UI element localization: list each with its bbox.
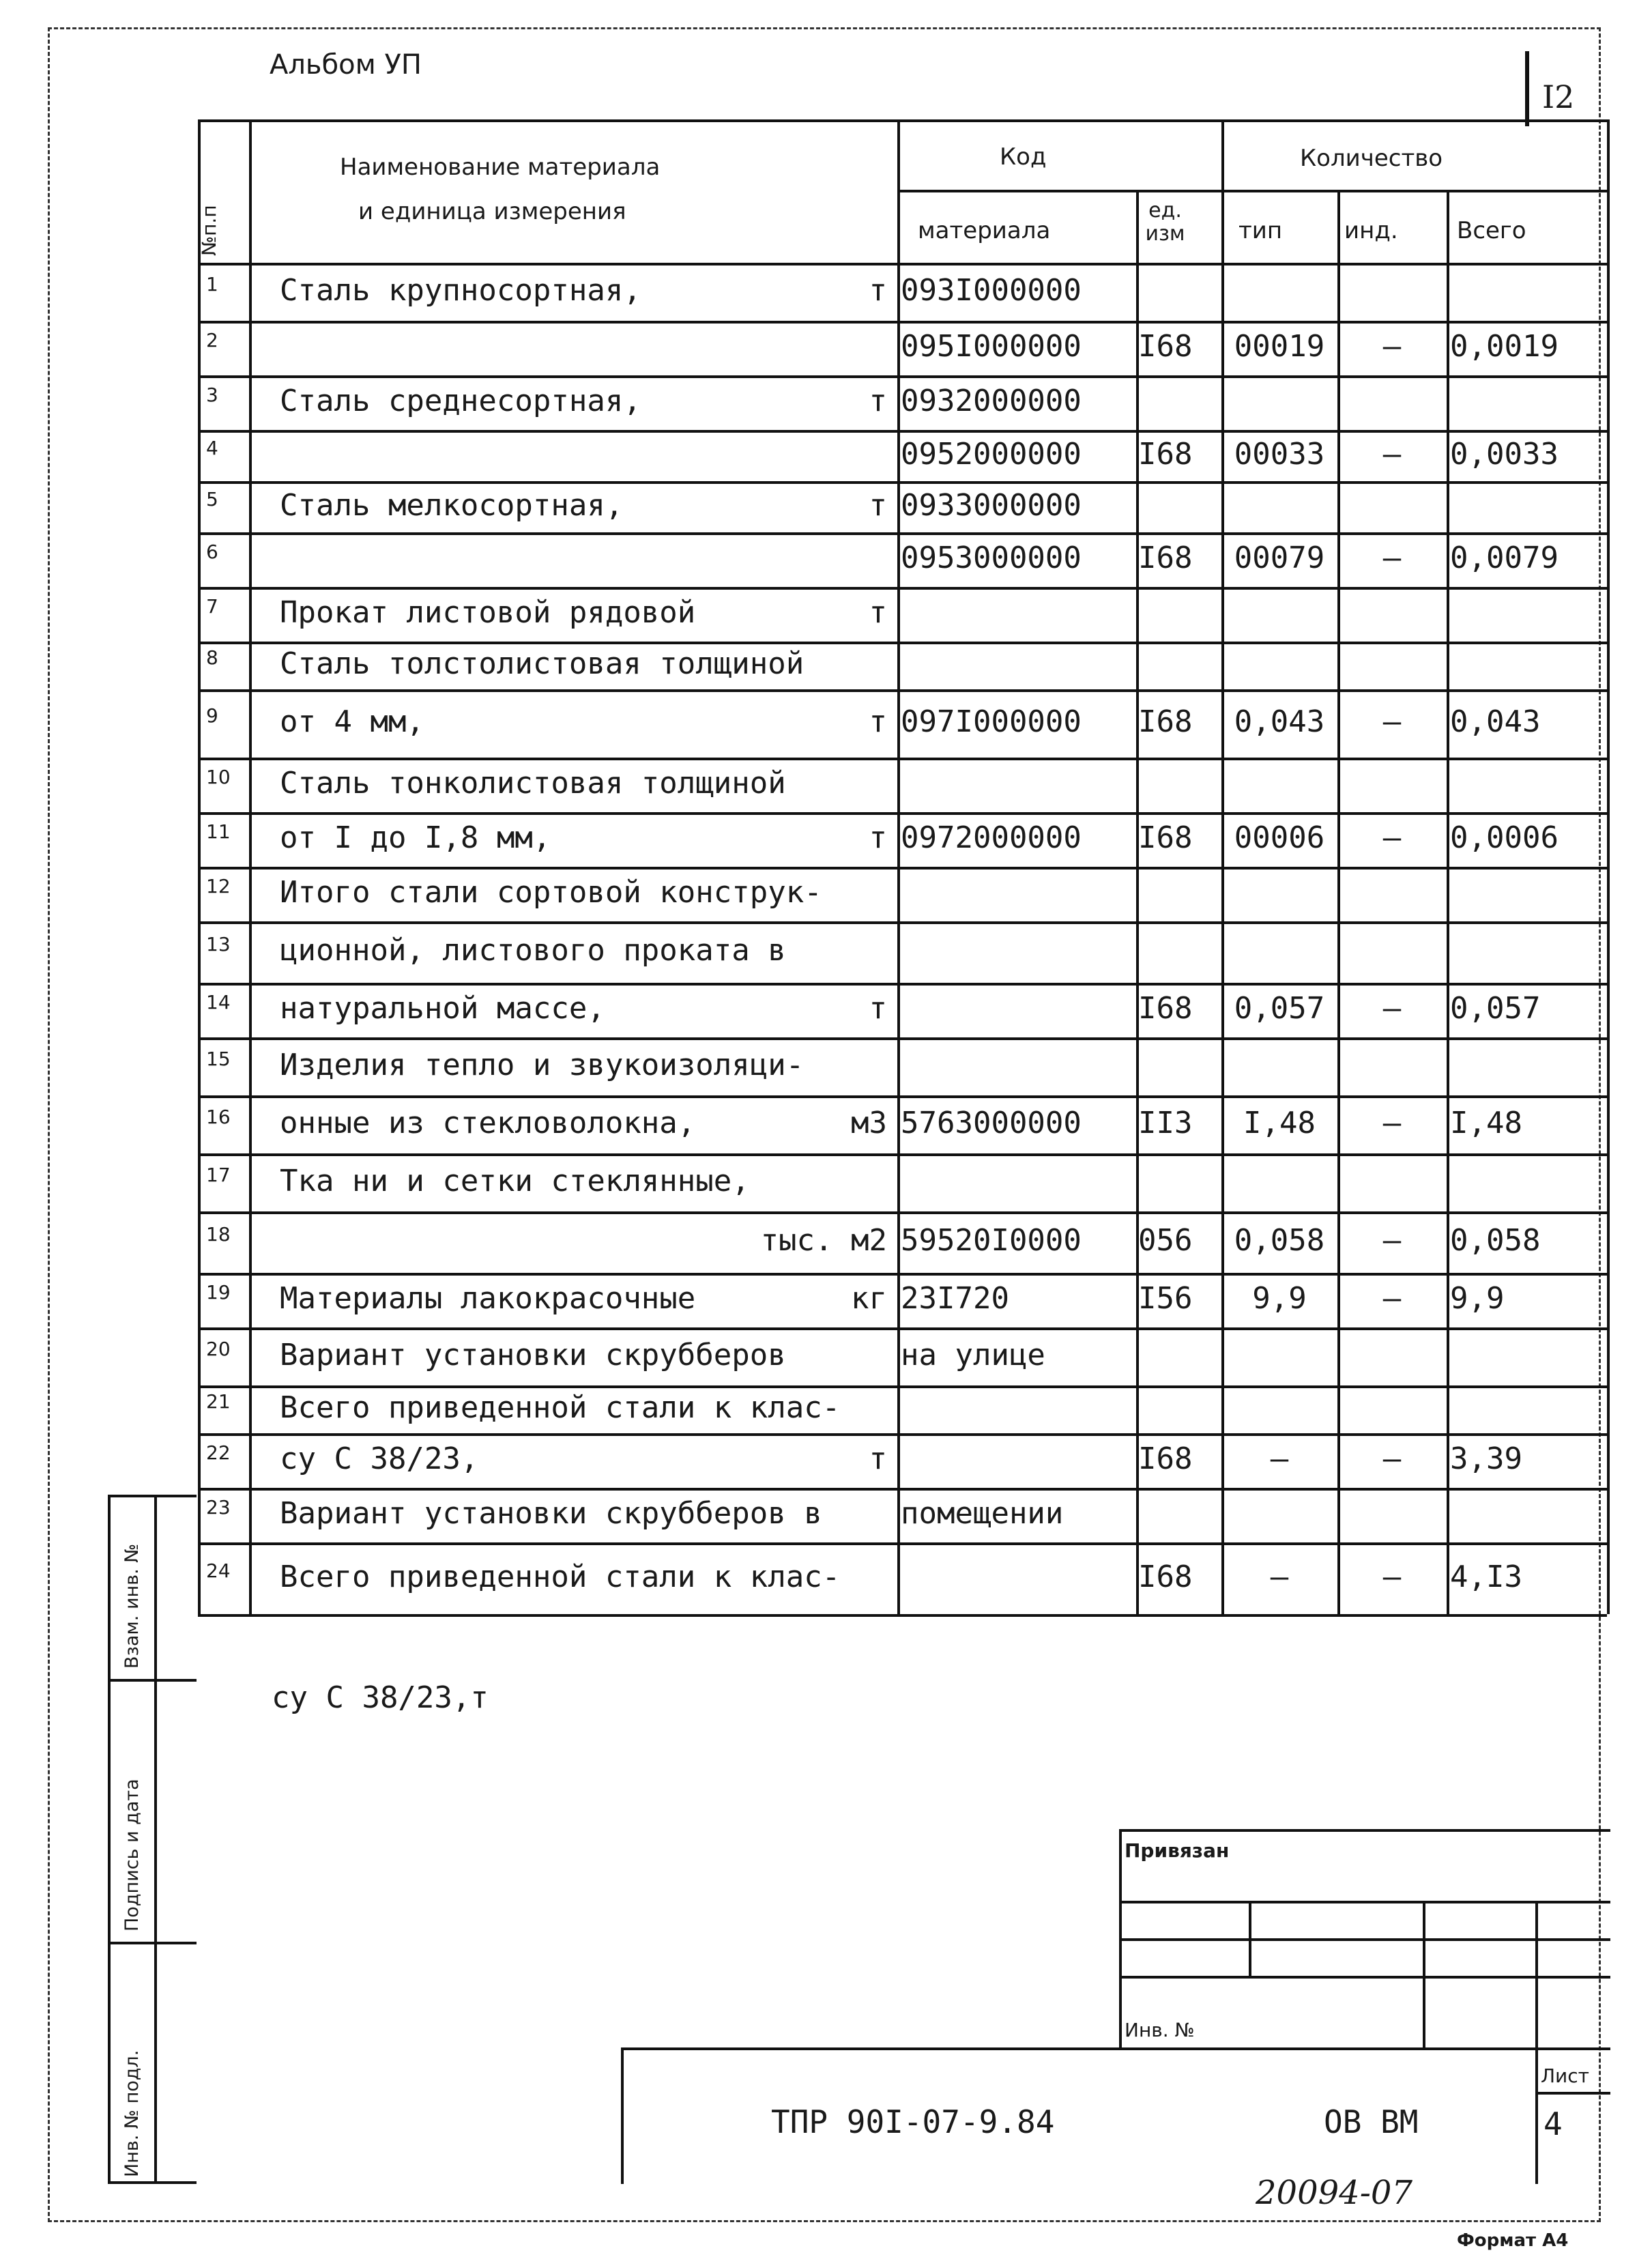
table-hline <box>198 921 1607 924</box>
row-qty-type: 9,9 <box>1252 1281 1307 1316</box>
table-hline <box>198 1095 1607 1098</box>
table-hline <box>198 532 1607 535</box>
row-code: 095I000000 <box>901 329 1082 364</box>
row-qty-type: 0,058 <box>1234 1223 1325 1258</box>
row-unit-code: I68 <box>1138 329 1193 364</box>
row-code: 093I000000 <box>901 272 1082 308</box>
row-qty-type: 00079 <box>1234 541 1325 575</box>
row-qty-type: 0,043 <box>1234 704 1325 739</box>
row-name: онные из стекловолокна, <box>280 1105 696 1140</box>
row-number: 20 <box>206 1337 231 1360</box>
stamp-section: ОВ ВМ <box>1324 2103 1419 2140</box>
row-unit: т <box>869 820 887 855</box>
row-qty-ind: – <box>1382 704 1402 739</box>
stamp-vline-2 <box>1249 1901 1251 1976</box>
row-name: су С 38/23, <box>280 1441 479 1476</box>
continuation-text: су С 38/23,т <box>272 1680 489 1715</box>
row-qty-total: 0,057 <box>1450 991 1541 1026</box>
row-code: 0932000000 <box>901 384 1082 418</box>
col-code-header: Код <box>1000 143 1047 171</box>
table-hline <box>198 1385 1607 1388</box>
row-number: 14 <box>206 991 231 1014</box>
row-name: Материалы лакокрасочные <box>280 1281 696 1316</box>
row-code: 5763000000 <box>901 1105 1082 1140</box>
row-qty-total: 0,0079 <box>1450 541 1559 575</box>
stamp-sheet-value: 4 <box>1544 2105 1563 2142</box>
row-number: 5 <box>206 487 218 511</box>
row-number: 17 <box>206 1163 231 1186</box>
row-unit: м3 <box>851 1105 887 1140</box>
row-unit: т <box>869 272 887 308</box>
row-qty-ind: – <box>1382 991 1402 1026</box>
row-qty-ind: – <box>1382 1559 1402 1594</box>
row-qty-type: 00006 <box>1234 820 1325 855</box>
col-qty-header: Количество <box>1300 145 1443 172</box>
row-name: Сталь тонколистовая толщиной <box>280 766 786 801</box>
row-unit-code: I68 <box>1138 1441 1193 1476</box>
row-number: 23 <box>206 1496 231 1519</box>
row-qty-type: 00019 <box>1234 329 1325 364</box>
stamp-line-6 <box>1535 2092 1610 2095</box>
table-hline <box>198 1488 1607 1491</box>
row-code: 0972000000 <box>901 820 1082 855</box>
row-qty-ind: – <box>1382 1281 1402 1316</box>
row-qty-type: – <box>1270 1559 1289 1594</box>
table-hline <box>198 1542 1607 1545</box>
row-name: Вариант установки скрубберов в <box>280 1496 822 1531</box>
row-number: 13 <box>206 933 231 955</box>
row-unit-code: I68 <box>1138 704 1193 739</box>
table-hline <box>198 1614 1607 1617</box>
side-line-4 <box>108 1942 197 1944</box>
row-unit: т <box>869 1441 887 1476</box>
row-unit-code: I68 <box>1138 541 1193 575</box>
row-number: 9 <box>206 704 218 727</box>
row-unit-code: I68 <box>1138 1559 1193 1594</box>
row-unit: тыс. м2 <box>760 1223 887 1258</box>
table-hline <box>198 812 1607 815</box>
album-label: Альбом УП <box>270 49 422 81</box>
row-qty-type: 0,057 <box>1234 991 1325 1026</box>
row-qty-ind: – <box>1382 1105 1402 1140</box>
row-number: 19 <box>206 1281 231 1304</box>
row-number: 12 <box>206 875 231 897</box>
row-unit: т <box>869 991 887 1026</box>
stamp-privyazan: Привязан <box>1125 1839 1230 1862</box>
table-hline <box>198 119 1607 122</box>
row-number: 10 <box>206 766 231 788</box>
side-label-podpis: Подпись и дата <box>121 1779 143 1931</box>
table-hline <box>198 1037 1607 1040</box>
table-hline <box>198 1211 1607 1214</box>
row-qty-total: 0,0006 <box>1450 820 1559 855</box>
row-unit-code: I68 <box>1138 820 1193 855</box>
row-qty-type: I,48 <box>1243 1105 1316 1140</box>
row-unit: т <box>869 487 887 523</box>
row-unit: т <box>869 384 887 418</box>
row-name: от 4 мм, <box>280 704 424 739</box>
col-name-header-2: и единица измерения <box>358 198 626 225</box>
row-code: 0952000000 <box>901 436 1082 472</box>
row-name: Итого стали сортовой конструк- <box>280 875 822 910</box>
table-hline <box>198 1153 1607 1156</box>
col-qty-type-header: тип <box>1238 217 1283 244</box>
table-vline <box>1607 119 1610 1614</box>
row-unit-code: I68 <box>1138 436 1193 472</box>
side-line-top <box>108 1495 197 1497</box>
row-code: 097I000000 <box>901 704 1082 739</box>
row-name: натуральной массе, <box>280 991 605 1026</box>
row-qty-ind: – <box>1382 436 1402 472</box>
row-qty-ind: – <box>1382 1223 1402 1258</box>
row-name: Сталь крупносортная, <box>280 272 641 308</box>
side-label-vzam: Взам. инв. № <box>121 1543 143 1669</box>
row-number: 16 <box>206 1105 231 1128</box>
stamp-inv-no: Инв. № <box>1125 2019 1195 2041</box>
row-name: Тка ни и сетки стеклянные, <box>280 1163 750 1198</box>
table-hline <box>198 1433 1607 1436</box>
col-code-material-header: материала <box>918 217 1051 244</box>
table-hline <box>198 1273 1607 1276</box>
row-code: 23I720 <box>901 1281 1009 1316</box>
row-qty-total: 0,0019 <box>1450 329 1559 364</box>
row-qty-type: 00033 <box>1234 436 1325 472</box>
table-hline <box>198 1327 1607 1330</box>
table-hline <box>198 481 1607 484</box>
side-line-2 <box>154 1495 157 2184</box>
side-line-1 <box>108 1495 111 2184</box>
row-qty-ind: – <box>1382 1441 1402 1476</box>
col-code-unit-header: ед. изм <box>1145 199 1185 246</box>
table-hline <box>897 190 1607 192</box>
row-code: 0933000000 <box>901 487 1082 523</box>
row-qty-total: 0,058 <box>1450 1223 1541 1258</box>
table-hline <box>198 689 1607 692</box>
table-hline <box>198 758 1607 760</box>
row-name: Сталь толстолистовая толщиной <box>280 646 805 681</box>
stamp-vline-4 <box>1535 1901 1538 2184</box>
stamp-vline-5 <box>621 2047 624 2184</box>
row-qty-ind: – <box>1382 820 1402 855</box>
row-qty-ind: – <box>1382 541 1402 575</box>
row-number: 21 <box>206 1390 231 1413</box>
col-qty-total-header: Всего <box>1457 217 1526 244</box>
table-hline <box>198 642 1607 644</box>
row-qty-total: 0,043 <box>1450 704 1541 739</box>
row-unit-code: II3 <box>1138 1105 1193 1140</box>
row-name: ционной, листового проката в <box>280 933 786 968</box>
table-hline <box>198 321 1607 324</box>
format-label: Формат А4 <box>1457 2230 1569 2251</box>
row-qty-total: 0,0033 <box>1450 436 1559 472</box>
row-number: 6 <box>206 541 218 563</box>
row-qty-total: 9,9 <box>1450 1281 1505 1316</box>
row-qty-total: 3,39 <box>1450 1441 1522 1476</box>
table-hline <box>198 867 1607 869</box>
row-name: Всего приведенной стали к клас- <box>280 1559 841 1594</box>
row-unit-code: 056 <box>1138 1223 1193 1258</box>
side-line-bottom <box>108 2181 197 2184</box>
table-vline <box>1337 190 1340 1614</box>
row-qty-ind: – <box>1382 329 1402 364</box>
row-number: 7 <box>206 595 218 618</box>
row-qty-total: I,48 <box>1450 1105 1522 1140</box>
stamp-code: ТПР 90I-07-9.84 <box>771 2103 1055 2140</box>
table-vline <box>1136 190 1139 1614</box>
stamp-vline-3 <box>1423 1901 1425 2047</box>
page-number: I2 <box>1542 78 1575 115</box>
row-code: 0953000000 <box>901 541 1082 575</box>
row-number: 2 <box>206 329 218 351</box>
row-unit: т <box>869 595 887 630</box>
row-number: 4 <box>206 436 218 459</box>
table-hline <box>198 587 1607 590</box>
row-number: 22 <box>206 1441 231 1464</box>
row-name: Изделия тепло и звукоизоляци- <box>280 1047 805 1082</box>
table-hline <box>198 983 1607 986</box>
row-number: 1 <box>206 272 218 296</box>
table-hline <box>198 263 1607 265</box>
row-number: 3 <box>206 384 218 406</box>
stamp-vline-1 <box>1119 1829 1122 2047</box>
col-num-header: №п.п <box>198 205 220 256</box>
table-hline <box>198 375 1607 378</box>
page-number-box <box>1525 51 1529 126</box>
stamp-line-5 <box>621 2047 1610 2050</box>
row-name: Сталь среднесортная, <box>280 384 641 418</box>
col-qty-ind-header: инд. <box>1344 217 1398 244</box>
stamp-sheet-label: Лист <box>1541 2065 1589 2087</box>
table-hline <box>198 430 1607 433</box>
row-number: 8 <box>206 646 218 669</box>
row-code: на улице <box>901 1337 1045 1372</box>
stamp-line-1 <box>1119 1829 1610 1832</box>
row-name: от I до I,8 мм, <box>280 820 551 855</box>
row-code: 59520I0000 <box>901 1223 1082 1258</box>
row-number: 18 <box>206 1223 231 1246</box>
row-name: Вариант установки скрубберов <box>280 1337 786 1372</box>
row-unit: кг <box>851 1281 887 1316</box>
side-label-inv-podl: Инв. № подл. <box>121 2050 143 2177</box>
row-qty-total: 4,I3 <box>1450 1559 1522 1594</box>
row-number: 24 <box>206 1559 231 1582</box>
row-unit-code: I68 <box>1138 991 1193 1026</box>
row-number: 11 <box>206 820 231 843</box>
handwritten-number: 20094-07 <box>1256 2174 1412 2212</box>
row-unit-code: I56 <box>1138 1281 1193 1316</box>
table-vline <box>1447 190 1449 1614</box>
row-name: Прокат листовой рядовой <box>280 595 696 630</box>
row-number: 15 <box>206 1047 231 1070</box>
row-code: помещении <box>901 1496 1064 1531</box>
side-line-3 <box>108 1679 197 1682</box>
row-name: Сталь мелкосортная, <box>280 487 624 523</box>
row-name: Всего приведенной стали к клас- <box>280 1390 841 1425</box>
row-unit: т <box>869 704 887 739</box>
col-name-header-1: Наименование материала <box>340 154 661 181</box>
row-qty-type: – <box>1270 1441 1289 1476</box>
